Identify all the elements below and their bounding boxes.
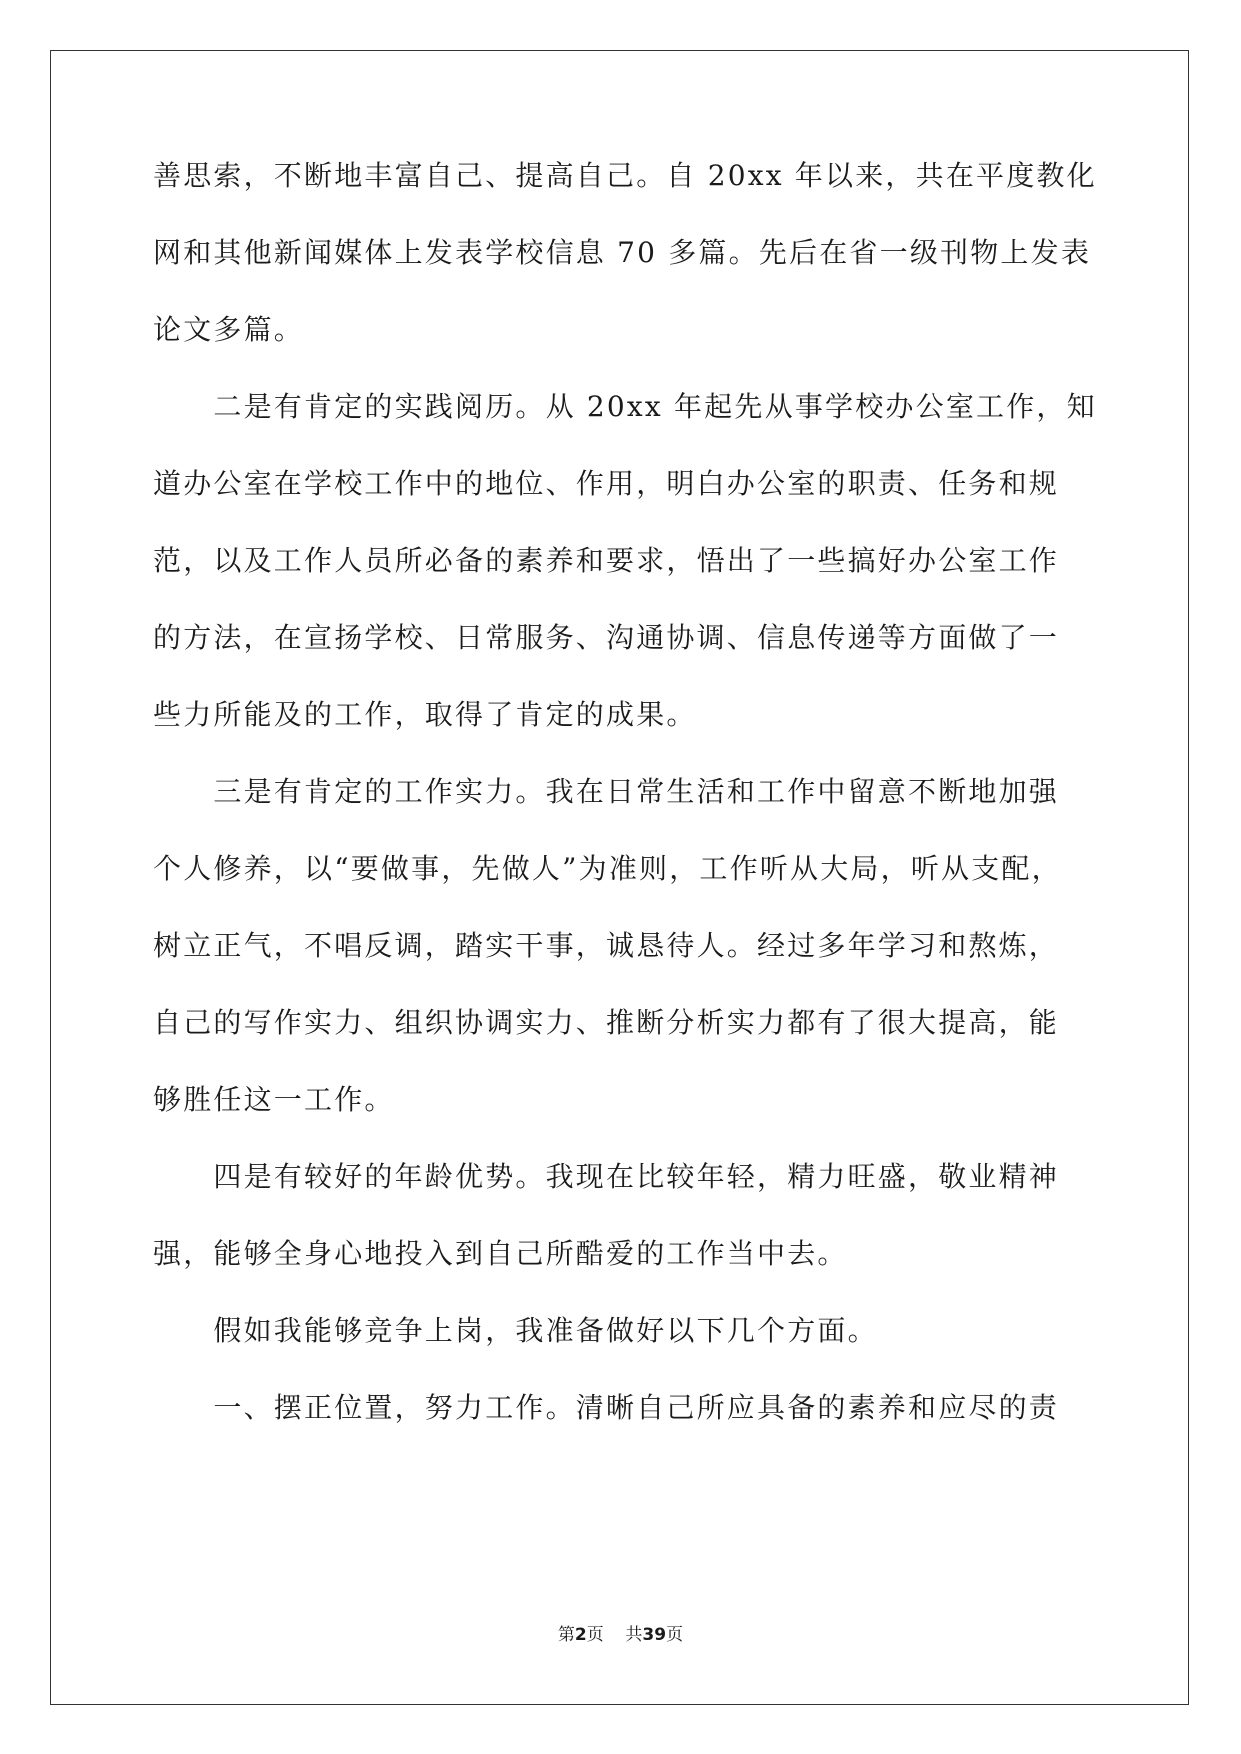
paragraph-line: 假如我能够竞争上岗，我准备做好以下几个方面。	[153, 1314, 878, 1347]
text-line: 个人修养，以“要做事，先做人”为准则，工作听从大局，听从支配，	[153, 852, 1062, 885]
text-line: 道办公室在学校工作中的地位、作用，明白办公室的职责、任务和规	[153, 467, 1060, 500]
total-suffix: 页	[666, 1625, 684, 1645]
text-line: 自己的写作实力、组织协调实力、推断分析实力都有了很大提高，能	[153, 1006, 1060, 1039]
text-line: 些力所能及的工作，取得了肯定的成果。	[153, 698, 697, 731]
page-suffix: 页	[586, 1625, 604, 1645]
text-line: 范，以及工作人员所必备的素养和要求，悟出了一些搞好办公室工作	[153, 544, 1060, 577]
paragraph-line: 二是有肯定的实践阅历。从 20xx 年起先从事学校办公室工作，知	[153, 390, 1097, 423]
paragraph-line: 三是有肯定的工作实力。我在日常生活和工作中留意不断地加强	[153, 775, 1060, 808]
page-number: 2	[574, 1625, 587, 1645]
text-line: 论文多篇。	[153, 313, 305, 346]
paragraph-line: 四是有较好的年龄优势。我现在比较年轻，精力旺盛，敬业精神	[153, 1160, 1060, 1193]
text-line: 网和其他新闻媒体上发表学校信息 70 多篇。先后在省一级刊物上发表	[153, 236, 1092, 269]
text-line: 树立正气，不唱反调，踏实干事，诚恳待人。经过多年学习和熬炼，	[153, 929, 1060, 962]
text-line: 够胜任这一工作。	[153, 1083, 395, 1116]
page-footer	[0, 1624, 1241, 1646]
text-line: 的方法，在宣扬学校、日常服务、沟通协调、信息传递等方面做了一	[153, 621, 1060, 654]
total-prefix: 共	[625, 1625, 643, 1645]
page-prefix: 第	[557, 1625, 575, 1645]
text-line: 善思索，不断地丰富自己、提高自己。自 20xx 年以来，共在平度教化	[153, 159, 1097, 192]
text-line: 强，能够全身心地投入到自己所酷爱的工作当中去。	[153, 1237, 848, 1270]
total-pages: 39	[642, 1625, 667, 1645]
paragraph-line: 一、摆正位置，努力工作。清晰自己所应具备的素养和应尽的责	[153, 1391, 1060, 1424]
